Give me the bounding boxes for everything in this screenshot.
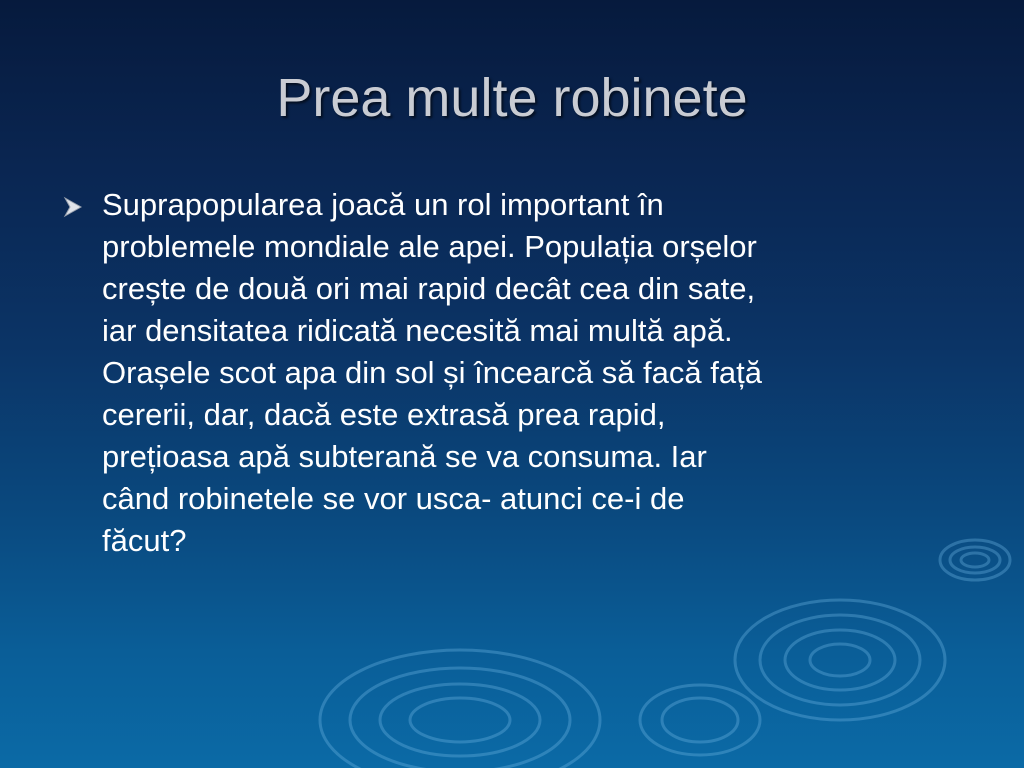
bullet-text: Suprapopularea joacă un rol important în problemele mondiale ale apei. Populația orșelor crește de două ori mai rapid decât cea din sate, iar densitatea ridicată necesită mai multă apă. Orașele scot apa din sol și încearcă să facă față cererii, dar, dacă este extrasă prea rapid, prețioasa apă subterană se va consuma. Iar când robinetele se vor usca- atunci ce-i de făcut?	[102, 187, 762, 558]
slide-body	[62, 184, 962, 562]
arrow-bullet-icon	[62, 196, 84, 218]
slide-title: Prea multe robinete	[276, 68, 748, 128]
